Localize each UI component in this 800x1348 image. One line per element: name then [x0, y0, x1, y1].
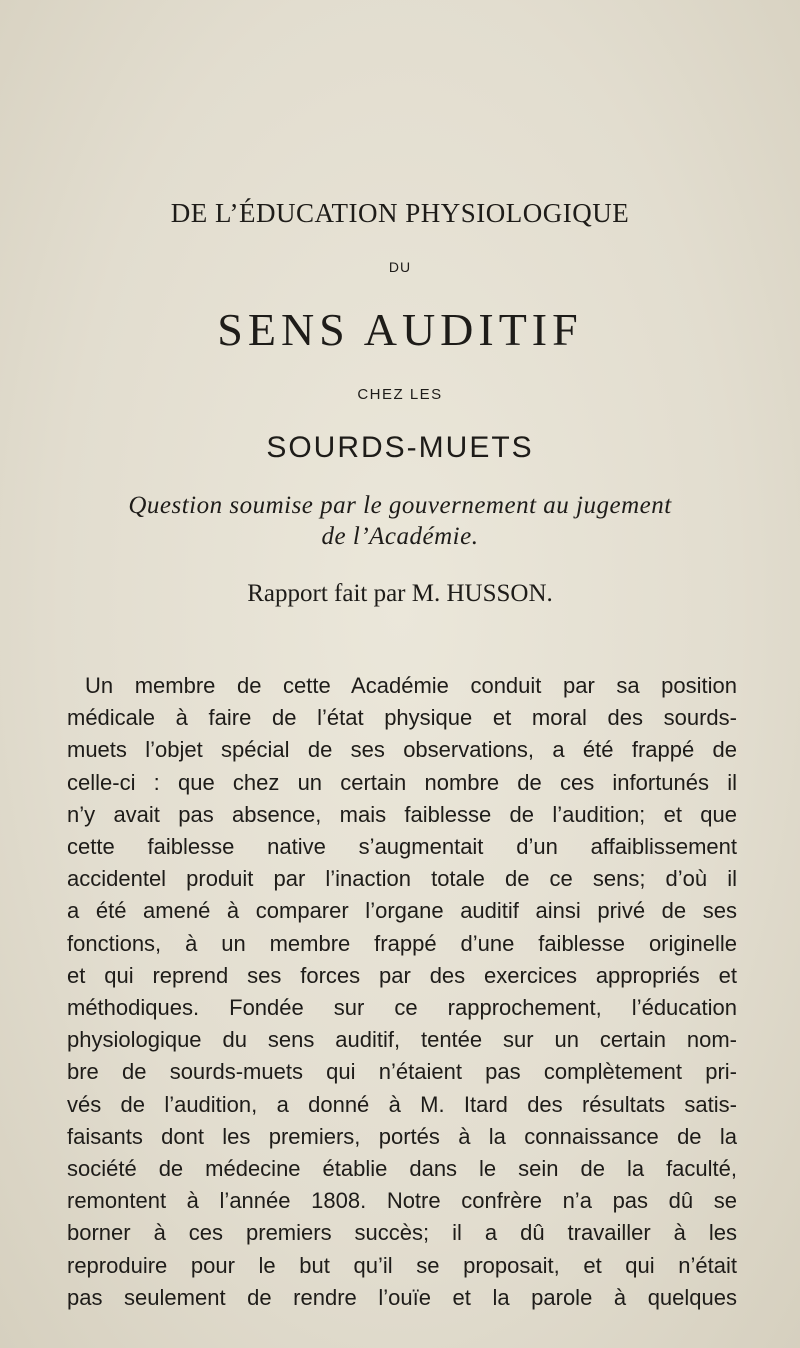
- body-line: borner à ces premiers succès; il a dû travailler à les: [67, 1220, 737, 1246]
- title-du: DU: [388, 259, 412, 275]
- title-chez-les: CHEZ LES: [357, 386, 443, 403]
- report-byline: Rapport fait par M. HUSSON.: [247, 580, 553, 607]
- body-line: médicale à faire de l’état physique et moral des sourds-: [67, 705, 737, 731]
- body-line: physiologique du sens auditif, tentée sur un certain nom-: [67, 1027, 737, 1053]
- body-line: bre de sourds-muets qui n’étaient pas complètement pri-: [67, 1059, 737, 1085]
- body-line: et qui reprend ses forces par des exercices appropriés et: [67, 962, 737, 988]
- body-line: accidentel produit par l’inaction totale de ce sens; d’où il: [67, 866, 737, 892]
- title-sourds-muets: SOURDS-MUETS: [266, 431, 534, 464]
- body-line: faisants dont les premiers, portés à la connaissance de la: [67, 1123, 737, 1149]
- body-line: a été amené à comparer l’organe auditif ainsi privé de ses: [67, 898, 737, 924]
- body-line: méthodiques. Fondée sur ce rapprochement, l’éducation: [67, 995, 737, 1021]
- body-line: vés de l’audition, a donné à M. Itard des résultats satis-: [67, 1091, 737, 1117]
- body-line: cette faiblesse native s’augmentait d’un affaiblissement: [67, 834, 737, 860]
- title-line-1: DE L’ÉDUCATION PHYSIOLOGIQUE: [170, 198, 630, 228]
- question-line-2: de l’Académie.: [321, 523, 479, 550]
- title-sens-auditif: SENS AUDITIF: [217, 304, 583, 355]
- body-line: pas seulement de rendre l’ouïe et la parole à quelques: [67, 1284, 737, 1310]
- body-line: reproduire pour le but qu’il se proposait, et qui n’était: [67, 1252, 737, 1278]
- body-line: celle-ci : que chez un certain nombre de ces infortunés il: [67, 769, 737, 795]
- question-line-1: Question soumise par le gouvernement au jugement: [128, 492, 672, 519]
- body-line: fonctions, à un membre frappé d’une faiblesse originelle: [67, 930, 737, 956]
- body-line: n’y avait pas absence, mais faiblesse de l’audition; et que: [67, 801, 737, 827]
- body-line: société de médecine établie dans le sein de la faculté,: [67, 1156, 737, 1182]
- body-line: Un membre de cette Académie conduit par sa position: [85, 673, 737, 698]
- body-line: muets l’objet spécial de ses observations, a été frappé de: [67, 737, 737, 763]
- body-paragraph: [67, 670, 737, 1314]
- body-line: remontent à l’année 1808. Notre confrère n’a pas dû se: [67, 1188, 737, 1214]
